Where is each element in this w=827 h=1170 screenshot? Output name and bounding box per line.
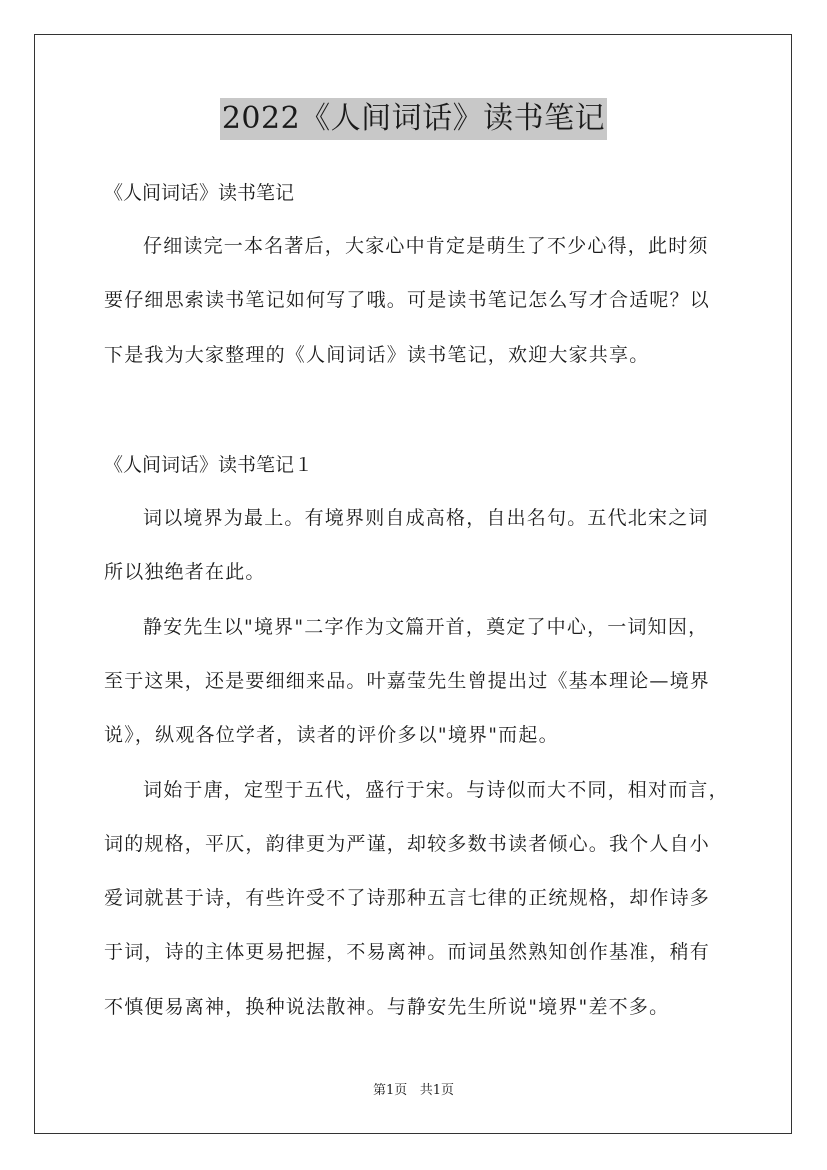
body-paragraph-line: 词以境界为最上。有境界则自成高格，自出名句。五代北宋之词 [143, 507, 709, 529]
section-heading: 《人间词话》读书笔记１ [104, 454, 314, 476]
page-footer [0, 1081, 827, 1101]
body-paragraph-line: 不慎便易离神，换种说法散神。与静安先生所说"境界"差不多。 [104, 996, 670, 1018]
body-paragraph-line: 所以独绝者在此。 [104, 561, 266, 583]
intro-paragraph-line: 仔细读完一本名著后，大家心中肯定是萌生了不少心得，此时须 [143, 235, 709, 257]
intro-paragraph-line: 要仔细思索读书笔记如何写了哦。可是读书笔记怎么写才合适呢？以 [104, 289, 711, 311]
title-container [0, 98, 827, 140]
document-subtitle: 《人间词话》读书笔记 [104, 182, 295, 204]
page-number: 第1页 [373, 1083, 408, 1098]
body-paragraph-line: 至于这果，还是要细细来品。叶嘉莹先生曾提出过《基本理论—境界 [104, 670, 711, 692]
page-total: 共1页 [419, 1083, 454, 1098]
body-paragraph-line: 爱词就甚于诗，有些许受不了诗那种五言七律的正统规格，却作诗多 [104, 887, 711, 909]
body-paragraph-line: 静安先生以"境界"二字作为文篇开首，奠定了中心，一词知因， [143, 616, 709, 638]
body-paragraph-line: 说》，纵观各位学者，读者的评价多以"境界"而起。 [104, 724, 559, 746]
body-paragraph-line: 词的规格，平仄，韵律更为严谨，却较多数书读者倾心。我个人自小 [104, 833, 711, 855]
intro-paragraph-line: 下是我为大家整理的《人间词话》读书笔记，欢迎大家共享。 [104, 344, 650, 366]
body-paragraph-line: 于词，诗的主体更易把握，不易离神。而词虽然熟知创作基准，稍有 [104, 941, 711, 963]
body-paragraph-line: 词始于唐，定型于五代，盛行于宋。与诗似而大不同，相对而言， [143, 779, 729, 801]
document-title: 2022《人间词话》读书笔记 [220, 98, 607, 140]
